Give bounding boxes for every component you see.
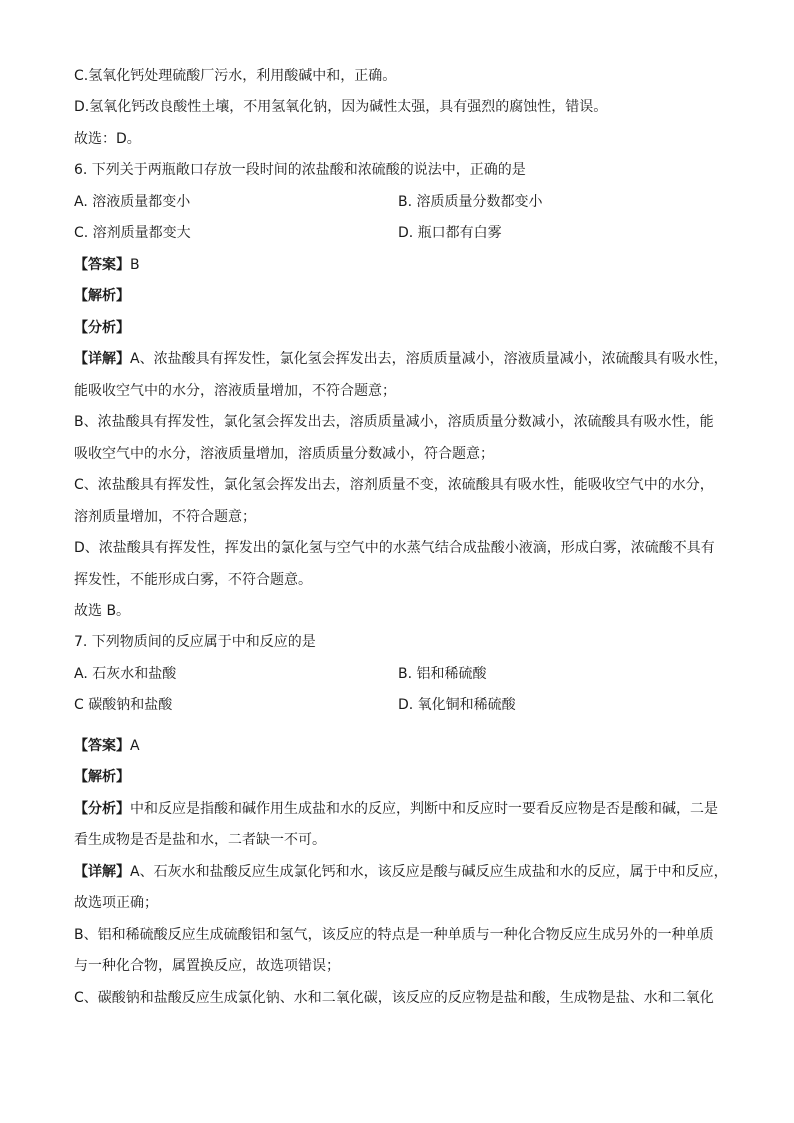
text-line: C.氢氧化钙处理硫酸厂污水，利用酸碱中和，正确。 bbox=[74, 68, 397, 84]
q6-option-b: B. 溶质质量分数都变小 bbox=[398, 194, 543, 210]
text-line: D.氢氧化钙改良酸性土壤，不用氢氧化钠，因为碱性太强，具有强烈的腐蚀性，错误。 bbox=[74, 99, 608, 115]
q6-option-d: D. 瓶口都有白雾 bbox=[398, 225, 502, 241]
q6-option-c: C. 溶剂质量都变大 bbox=[74, 225, 191, 241]
detail-text: A、浓盐酸具有挥发性，氯化氢会挥发出去，溶质质量减小，溶液质量减小，浓硫酸具有吸水性， bbox=[130, 351, 728, 367]
q7-answer bbox=[74, 736, 140, 756]
text-line: C、浓盐酸具有挥发性，氯化氢会挥发出去，溶剂质量不变，浓硫酸具有吸水性，能吸收空气中的水分， bbox=[74, 477, 714, 493]
q6-jiexi-label bbox=[74, 286, 130, 306]
fenxi-text: 中和反应是指酸和碱作用生成盐和水的反应，判断中和反应时一要看反应物是否是酸和碱，二是 bbox=[130, 801, 718, 817]
answer-value: B bbox=[130, 257, 140, 273]
text-line: 看生成物是否是盐和水，二者缺一不可。 bbox=[74, 832, 326, 848]
fenxi-label: 【分析】 bbox=[74, 320, 130, 336]
jiexi-label: 【解析】 bbox=[74, 769, 130, 785]
q7-option-d: D. 氧化铜和稀硫酸 bbox=[398, 697, 516, 713]
detail-text: A、石灰水和盐酸反应生成氯化钙和水，该反应是酸与碱反应生成盐和水的反应，属于中和反应， bbox=[130, 864, 728, 880]
text-line: 故选 B。 bbox=[74, 603, 131, 619]
answer-label: 【答案】 bbox=[74, 257, 130, 273]
q6-fenxi-label bbox=[74, 318, 130, 338]
q7-detail-line bbox=[74, 862, 728, 882]
text-line: 吸收空气中的水分，溶液质量增加，溶质质量分数减小，符合题意； bbox=[74, 446, 494, 462]
text-line: 能吸收空气中的水分，溶液质量增加，不符合题意； bbox=[74, 383, 396, 399]
text-line: 故选项正确； bbox=[74, 895, 158, 911]
q7-fenxi-line bbox=[74, 799, 718, 819]
text-line: 与一种化合物，属置换反应，故选项错误； bbox=[74, 958, 340, 974]
answer-value: A bbox=[130, 738, 140, 754]
detail-label: 【详解】 bbox=[74, 351, 130, 367]
text-line: C、碳酸钠和盐酸反应生成氯化钠、水和二氧化碳，该反应的反应物是盐和酸，生成物是盐、水和二氧化 bbox=[74, 990, 714, 1006]
q6-detail-line bbox=[74, 349, 728, 369]
question-7-stem: 7. 下列物质间的反应属于中和反应的是 bbox=[74, 634, 316, 650]
text-line: 挥发性，不能形成白雾，不符合题意。 bbox=[74, 572, 312, 588]
q7-option-a: A. 石灰水和盐酸 bbox=[74, 666, 177, 682]
text-line: B、浓盐酸具有挥发性，氯化氢会挥发出去，溶质质量减小，溶质质量分数减小，浓硫酸具有吸水性，能 bbox=[74, 414, 714, 430]
q7-option-b: B. 铝和稀硫酸 bbox=[398, 666, 487, 682]
text-line: B、铝和稀硫酸反应生成硫酸铝和氢气，该反应的特点是一种单质与一种化合物反应生成另外的一种单质 bbox=[74, 927, 714, 943]
q6-option-a: A. 溶液质量都变小 bbox=[74, 194, 191, 210]
text-line: 故选：D。 bbox=[74, 131, 141, 147]
q6-answer bbox=[74, 255, 140, 275]
q7-option-c: C 碳酸钠和盐酸 bbox=[74, 697, 173, 713]
q7-jiexi-label bbox=[74, 767, 130, 787]
question-6-stem: 6. 下列关于两瓶敞口存放一段时间的浓盐酸和浓硫酸的说法中，正确的是 bbox=[74, 162, 526, 178]
detail-label: 【详解】 bbox=[74, 864, 130, 880]
fenxi-label: 【分析】 bbox=[74, 801, 130, 817]
jiexi-label: 【解析】 bbox=[74, 288, 130, 304]
answer-label: 【答案】 bbox=[74, 738, 130, 754]
text-line: 溶剂质量增加，不符合题意； bbox=[74, 509, 256, 525]
text-line: D、浓盐酸具有挥发性，挥发出的氯化氢与空气中的水蒸气结合成盐酸小液滴，形成白雾，浓硫酸不具有 bbox=[74, 540, 715, 556]
